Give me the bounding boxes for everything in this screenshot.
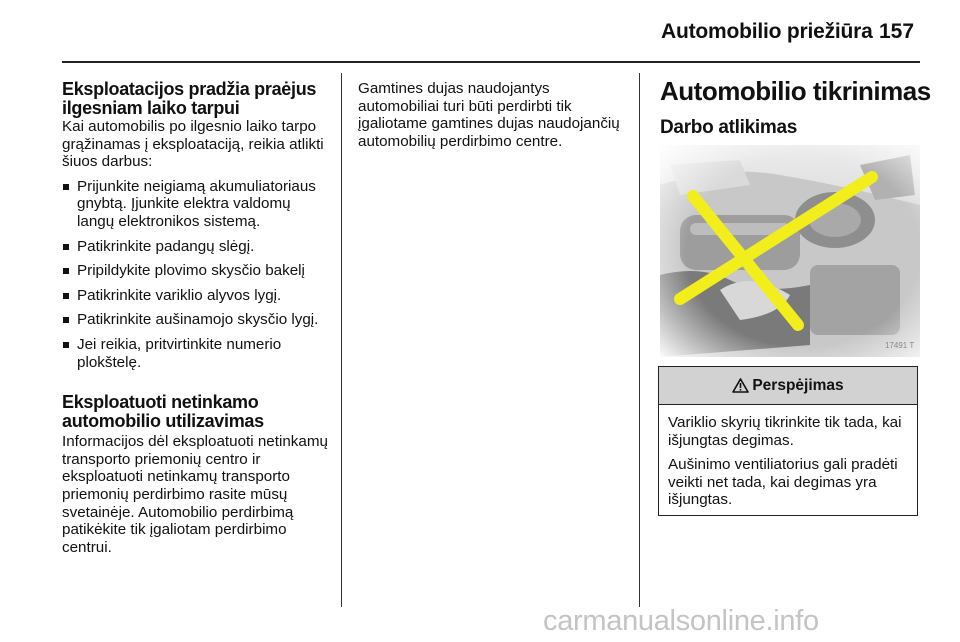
site-watermark: carmanualsonline.info — [543, 605, 819, 637]
bullet-square-icon — [63, 244, 69, 250]
list-item: Patikrinkite padangų slėgį. — [62, 238, 328, 256]
column-divider-1 — [341, 73, 342, 607]
warning-triangle-icon — [732, 378, 749, 393]
left-column — [62, 80, 328, 556]
warning-header — [659, 367, 917, 405]
list-item: Patikrinkite aušinamojo skysčio lygį. — [62, 311, 328, 329]
column-divider-2 — [639, 73, 640, 607]
list-item: Patikrinkite variklio alyvos lygį. — [62, 287, 328, 305]
section-intro: Kai automobilis po ilgesnio laiko tarpo grąžinamas į eksploataciją, reikia atlikti šiuos darbus: — [62, 118, 324, 171]
list-item: Pripildykite plovimo skysčio bakelį — [62, 262, 328, 280]
task-list — [62, 178, 328, 371]
page-header-title: Automobilio priežiūra — [661, 20, 873, 43]
warning-paragraph: Variklio skyrių tikrinkite tik tada, kai išjungtas degimas. — [668, 414, 902, 449]
warning-body — [659, 405, 917, 509]
warning-paragraph: Aušinimo ventiliatorius gali pradėti veikti net tada, kai degimas yra išjungtas. — [668, 456, 898, 509]
warning-box — [658, 366, 918, 516]
natural-gas-note: Gamtines dujas naudojantys automobiliai turi būti perdirbti tik įgaliotame gamtines dujas naudojančių automobilių perdirbimo centre. — [358, 80, 620, 150]
sub-heading: Darbo atlikimas — [660, 117, 797, 138]
bullet-square-icon — [63, 184, 69, 190]
chapter-title: Automobilio tikrinimas — [660, 76, 931, 106]
bullet-square-icon — [63, 268, 69, 274]
middle-column — [358, 80, 626, 150]
bullet-square-icon — [63, 293, 69, 299]
engine-bay-photo — [660, 145, 920, 357]
header-divider — [62, 61, 920, 63]
list-item: Prijunkite neigiamą akumuliatoriaus gnybtą. Įjunkite elektra valdomų langų elektronikos sistemą. — [62, 178, 328, 231]
page-number: 157 — [879, 20, 915, 43]
list-item: Jei reikia, pritvirtinkite numerio plokštelę. — [62, 336, 328, 371]
section-heading-restart: Eksploatacijos pradžia praėjus ilgesniam laiko tarpui — [62, 79, 317, 118]
bullet-square-icon — [63, 317, 69, 323]
warning-label: Perspėjimas — [752, 376, 844, 394]
bullet-square-icon — [63, 342, 69, 348]
section-heading-disposal: Eksploatuoti netinkamo automobilio utilizavimas — [62, 392, 264, 432]
photo-reference-code: 17491 T — [885, 341, 915, 350]
section-body-disposal: Informacijos dėl eksploatuoti netinkamų transporto priemonių centro ir eksploatuoti netinkamų transporto priemonių perdirbimo rasite mūsų svetainėje. Automobilio perdirbimą patikėkite tik įgaliotam perdirbimo centrui. — [62, 433, 328, 556]
